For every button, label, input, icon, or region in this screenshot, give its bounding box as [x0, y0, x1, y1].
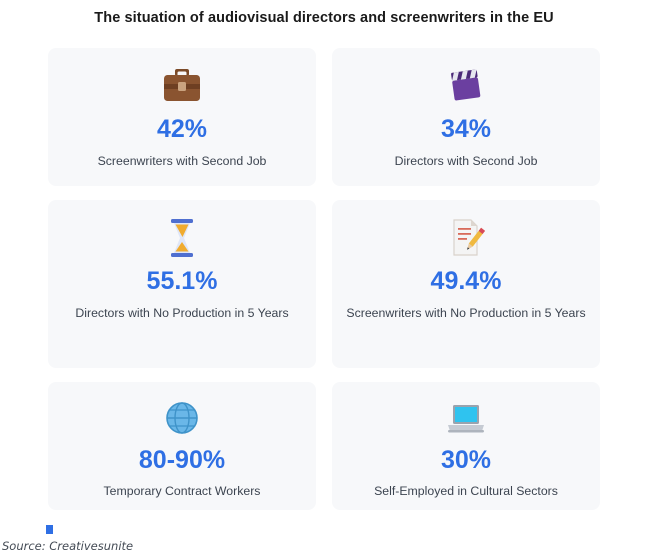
stat-value: 80-90% — [138, 445, 226, 474]
stat-value: 49.4% — [430, 267, 502, 295]
stat-card — [332, 48, 600, 186]
clapperboard-icon — [443, 62, 489, 110]
briefcase-icon — [159, 62, 205, 110]
stat-value: 42% — [156, 115, 208, 143]
stat-value: 30% — [440, 445, 492, 474]
stat-card — [48, 200, 316, 368]
page-title: The situation of audiovisual directors and screenwriters in the EU — [94, 10, 554, 26]
hourglass-icon — [159, 214, 205, 262]
stat-card — [48, 382, 316, 510]
laptop-icon — [443, 396, 489, 441]
stat-label: Directors with Second Job — [394, 153, 538, 168]
stat-label: Directors with No Production in 5 Years — [75, 305, 289, 320]
stat-card — [332, 200, 600, 368]
stat-label: Temporary Contract Workers — [103, 484, 261, 499]
stat-value: 34% — [440, 115, 492, 143]
source-caption: Source: Creativesunite — [2, 539, 134, 553]
globe-icon — [161, 396, 203, 441]
stat-card-grid — [48, 48, 600, 510]
stat-card — [332, 382, 600, 510]
stat-card — [48, 48, 316, 186]
stat-label: Self-Employed in Cultural Sectors — [374, 484, 558, 499]
document-pencil-icon — [443, 214, 489, 262]
stat-label: Screenwriters with No Production in 5 Years — [346, 305, 586, 320]
stat-label: Screenwriters with Second Job — [97, 153, 267, 168]
stat-value: 55.1% — [146, 267, 218, 295]
accent-marker — [46, 525, 53, 534]
